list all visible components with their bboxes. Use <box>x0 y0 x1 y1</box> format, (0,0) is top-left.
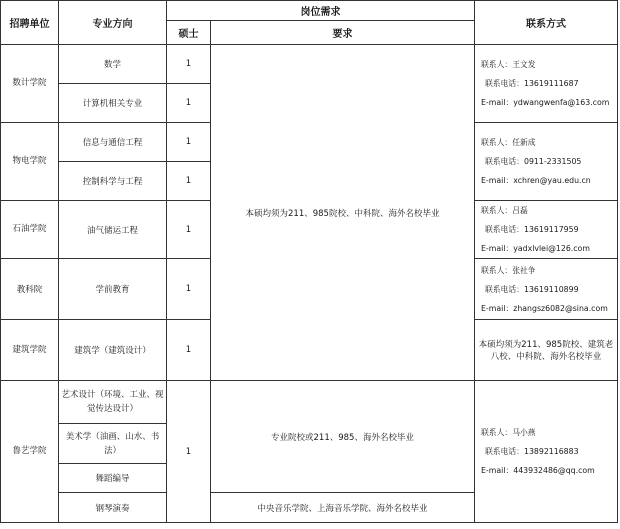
contact-phone: 13619117959 <box>523 225 579 234</box>
contact-cell <box>475 201 618 259</box>
master-count: 1 <box>167 381 211 523</box>
contact-phone-label: 联系电话： <box>485 447 524 456</box>
master-count: 1 <box>167 162 211 201</box>
contact-email: xchren@yau.edu.cn <box>513 176 591 185</box>
major-name: 计算机相关专业 <box>59 84 167 123</box>
contact-email: ydwangwenfa@163.com <box>513 98 610 107</box>
contact-person-label: 联系人： <box>481 428 513 437</box>
master-count: 1 <box>167 201 211 259</box>
contact-cell <box>475 45 618 123</box>
major-name: 控制科学与工程 <box>59 162 167 201</box>
contact-person: 马小燕 <box>512 428 536 437</box>
master-count: 1 <box>167 259 211 320</box>
contact-cell <box>475 381 618 523</box>
header-position-demand: 岗位需求 <box>167 1 475 21</box>
contact-phone-label: 联系电话： <box>485 79 524 88</box>
contact-person: 任新成 <box>512 138 536 147</box>
requirement-general: 本硕均须为211、985院校、中科院、海外名校毕业 <box>211 45 475 381</box>
contact-email: 443932486@qq.com <box>513 466 595 475</box>
contact-person-label: 联系人： <box>481 60 513 69</box>
contact-phone: 13619111687 <box>523 79 579 88</box>
master-count: 1 <box>167 320 211 381</box>
contact-phone-label: 联系电话： <box>485 225 524 234</box>
major-name: 信息与通信工程 <box>59 123 167 162</box>
contact-email-label: E-mail： <box>481 244 514 253</box>
contact-person-label: 联系人： <box>481 206 513 215</box>
contact-person: 王文发 <box>512 60 536 69</box>
requirement-piano: 中央音乐学院、上海音乐学院、海外名校毕业 <box>211 493 475 523</box>
major-name: 钢琴演奏 <box>59 493 167 523</box>
contact-email-label: E-mail： <box>481 98 514 107</box>
master-count: 1 <box>167 123 211 162</box>
major-name: 油气储运工程 <box>59 201 167 259</box>
unit-name: 建筑学院 <box>1 320 59 381</box>
contact-person: 吕磊 <box>512 206 528 215</box>
major-name: 舞蹈编导 <box>59 464 167 493</box>
contact-phone: 0911-2331505 <box>523 157 582 166</box>
unit-name: 物电学院 <box>1 123 59 201</box>
contact-cell <box>475 259 618 320</box>
contact-phone: 13892116883 <box>523 447 579 456</box>
master-count: 1 <box>167 84 211 123</box>
requirement-art: 专业院校或211、985、海外名校毕业 <box>211 381 475 493</box>
unit-name: 数计学院 <box>1 45 59 123</box>
requirement-architecture: 本硕均须为211、985院校、建筑老八校、中科院、海外名校毕业 <box>475 320 618 381</box>
header-requirement: 要求 <box>211 21 475 45</box>
contact-email-label: E-mail： <box>481 176 514 185</box>
contact-person: 张社争 <box>512 265 536 275</box>
contact-cell <box>475 123 618 201</box>
major-name: 艺术设计（环境、工业、视觉传达设计） <box>59 381 167 424</box>
major-name: 美术学（油画、山水、书法） <box>59 424 167 464</box>
contact-phone: 13619110899 <box>523 284 579 294</box>
unit-name: 教科院 <box>1 259 59 320</box>
contact-phone-label: 联系电话： <box>485 157 524 166</box>
contact-person-label: 联系人： <box>481 138 513 147</box>
master-count: 1 <box>167 45 211 84</box>
major-name: 数学 <box>59 45 167 84</box>
contact-email-label: E-mail： <box>481 303 514 313</box>
header-unit: 招聘单位 <box>1 1 59 45</box>
contact-email: yadxlvlei@126.com <box>513 244 590 253</box>
contact-email: zhangsz6082@sina.com <box>513 303 608 313</box>
contact-person-label: 联系人： <box>481 265 513 275</box>
header-master: 硕士 <box>167 21 211 45</box>
contact-phone-label: 联系电话： <box>485 284 524 294</box>
header-contact: 联系方式 <box>475 1 618 45</box>
header-major: 专业方向 <box>59 1 167 45</box>
unit-name: 石油学院 <box>1 201 59 259</box>
contact-email-label: E-mail： <box>481 466 514 475</box>
major-name: 建筑学（建筑设计） <box>59 320 167 381</box>
major-name: 学前教育 <box>59 259 167 320</box>
unit-name: 鲁艺学院 <box>1 381 59 523</box>
